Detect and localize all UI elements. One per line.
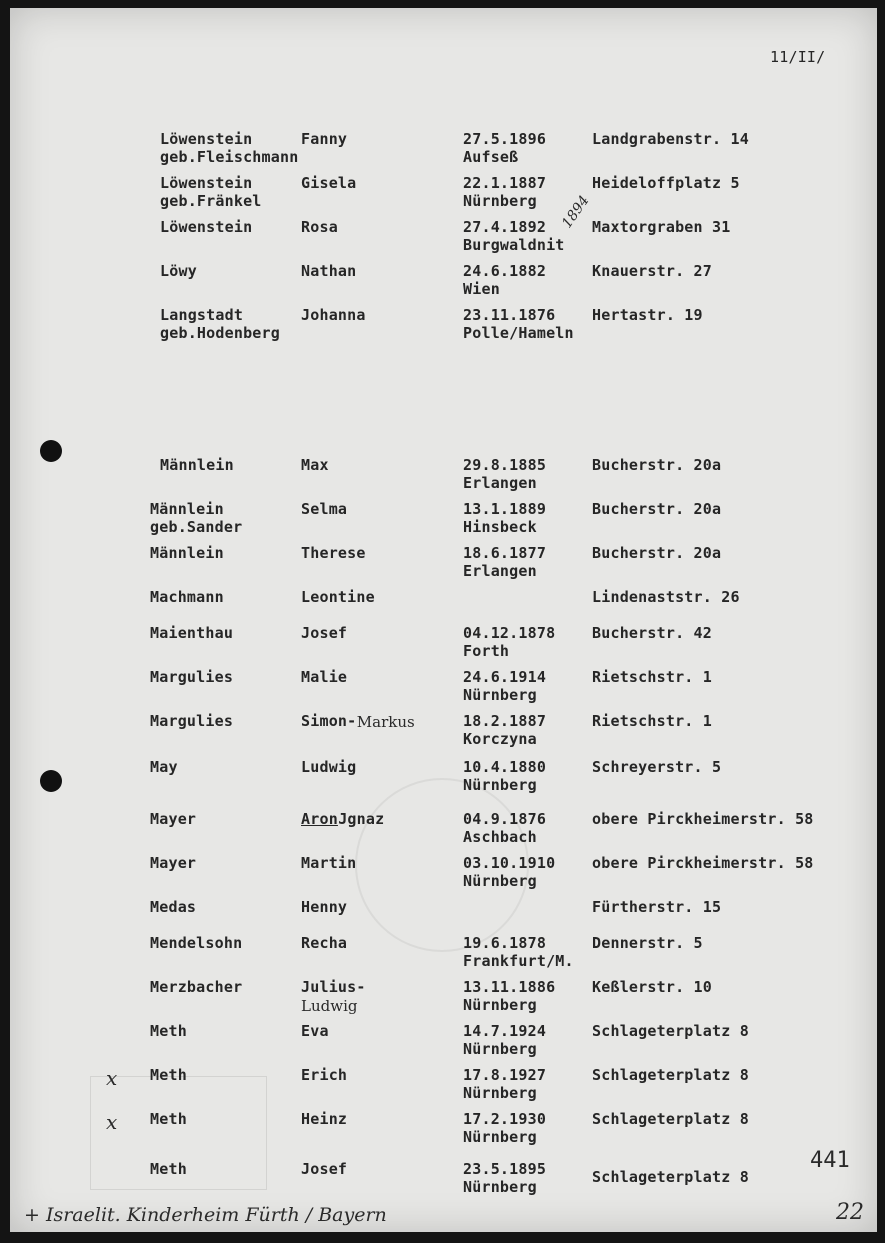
margin-number: 441: [810, 1148, 850, 1173]
given-name: Heinz: [301, 1110, 348, 1128]
surname: Langstadt: [160, 306, 244, 324]
birth-date: 24.6.1914: [463, 668, 547, 686]
address: Dennerstr. 5: [592, 934, 703, 952]
birth-place: Nürnberg: [463, 1128, 537, 1146]
birth-place: Hinsbeck: [463, 518, 537, 536]
surname: Löwenstein: [160, 218, 253, 236]
surname: Mendelsohn: [150, 934, 243, 952]
maiden-name: geb.Hodenberg: [160, 324, 280, 342]
birth-date: 17.8.1927: [463, 1066, 547, 1084]
birth-place: Burgwaldnit: [463, 236, 565, 254]
address: Maxtorgraben 31: [592, 218, 731, 236]
address: Schlageterplatz 8: [592, 1168, 749, 1186]
surname: Meth: [150, 1110, 187, 1128]
birth-date: 17.2.1930: [463, 1110, 547, 1128]
surname: Löwenstein: [160, 130, 253, 148]
birth-place: Korczyna: [463, 730, 537, 748]
given-name: Gisela: [301, 174, 357, 192]
surname: Meth: [150, 1160, 187, 1178]
surname: Medas: [150, 898, 197, 916]
address: Bucherstr. 42: [592, 624, 712, 642]
surname: Männlein: [150, 544, 224, 562]
birth-date: 19.6.1878: [463, 934, 547, 952]
given-name: Max: [301, 456, 329, 474]
address: Rietschstr. 1: [592, 668, 712, 686]
maiden-name: geb.Fränkel: [160, 192, 262, 210]
address: Bucherstr. 20a: [592, 500, 722, 518]
birth-place: Nürnberg: [463, 776, 537, 794]
birth-place: Nürnberg: [463, 996, 537, 1014]
given-name: Leontine: [301, 588, 375, 606]
surname: Merzbacher: [150, 978, 243, 996]
birth-place: Frankfurt/M.: [463, 952, 574, 970]
birth-place: Nürnberg: [463, 1178, 537, 1196]
birth-place: Nürnberg: [463, 192, 537, 210]
surname: Meth: [150, 1066, 187, 1084]
address: Schreyerstr. 5: [592, 758, 722, 776]
given-name: Simon-: [301, 712, 357, 730]
birth-date: 27.4.1892: [463, 218, 547, 236]
document-page: [10, 8, 877, 1232]
birth-place: Polle/Hameln: [463, 324, 574, 342]
birth-place: Aufseß: [463, 148, 519, 166]
birth-date: 04.9.1876: [463, 810, 547, 828]
given-name-rest: Jgnaz: [338, 810, 385, 828]
given-name-second: Ludwig: [301, 997, 358, 1015]
address: Hertastr. 19: [592, 306, 703, 324]
given-name-handwritten: Markus: [356, 713, 415, 731]
birth-place: Erlangen: [463, 474, 537, 492]
address: obere Pirckheimerstr. 58: [592, 810, 814, 828]
page-reference: 11/II/: [770, 48, 826, 66]
birth-date: 18.2.1887: [463, 712, 547, 730]
address: Knauerstr. 27: [592, 262, 712, 280]
punch-hole: [40, 440, 62, 462]
address: Schlageterplatz 8: [592, 1022, 749, 1040]
surname: Machmann: [150, 588, 224, 606]
surname: Margulies: [150, 668, 234, 686]
page-number: 22: [836, 1200, 864, 1225]
given-name: Josef: [301, 624, 348, 642]
birth-place: Nürnberg: [463, 1084, 537, 1102]
address: Landgrabenstr. 14: [592, 130, 749, 148]
surname: Meth: [150, 1022, 187, 1040]
birth-date: 10.4.1880: [463, 758, 547, 776]
footnote: + Israelit. Kinderheim Fürth / Bayern: [24, 1204, 387, 1226]
birth-place: Erlangen: [463, 562, 537, 580]
given-name: Therese: [301, 544, 366, 562]
handwritten-mark: x: [106, 1066, 118, 1090]
given-name: Martin: [301, 854, 357, 872]
handwritten-mark: x: [106, 1110, 118, 1134]
given-name: Aron: [301, 810, 338, 828]
given-name: Julius-: [301, 978, 366, 996]
birth-date: 13.1.1889: [463, 500, 547, 518]
given-name: Fanny: [301, 130, 348, 148]
surname: Maienthau: [150, 624, 234, 642]
given-name: Malie: [301, 668, 348, 686]
maiden-name: geb.Sander: [150, 518, 243, 536]
birth-place: Aschbach: [463, 828, 537, 846]
surname: Männlein: [160, 456, 234, 474]
given-name: Rosa: [301, 218, 338, 236]
birth-date: 03.10.1910: [463, 854, 556, 872]
given-name: Henny: [301, 898, 348, 916]
birth-place: Nürnberg: [463, 686, 537, 704]
address: Bucherstr. 20a: [592, 456, 722, 474]
surname: Löwenstein: [160, 174, 253, 192]
address: Heideloffplatz 5: [592, 174, 740, 192]
surname: May: [150, 758, 178, 776]
birth-place: Nürnberg: [463, 872, 537, 890]
given-name: Johanna: [301, 306, 366, 324]
birth-date: 04.12.1878: [463, 624, 556, 642]
surname: Mayer: [150, 854, 197, 872]
birth-date: 24.6.1882: [463, 262, 547, 280]
surname: Männlein: [150, 500, 224, 518]
birth-date: 22.1.1887: [463, 174, 547, 192]
address: obere Pirckheimerstr. 58: [592, 854, 814, 872]
given-name: Selma: [301, 500, 348, 518]
birth-date: 23.5.1895: [463, 1160, 547, 1178]
given-name: Recha: [301, 934, 348, 952]
given-name: Eva: [301, 1022, 329, 1040]
birth-date: 14.7.1924: [463, 1022, 547, 1040]
birth-place: Wien: [463, 280, 500, 298]
given-name: Nathan: [301, 262, 357, 280]
surname: Margulies: [150, 712, 234, 730]
address: Schlageterplatz 8: [592, 1110, 749, 1128]
birth-date: 18.6.1877: [463, 544, 547, 562]
address: Schlageterplatz 8: [592, 1066, 749, 1084]
punch-hole: [40, 770, 62, 792]
birth-date: 13.11.1886: [463, 978, 556, 996]
given-name: Ludwig: [301, 758, 357, 776]
given-name: Erich: [301, 1066, 348, 1084]
address: Lindenaststr. 26: [592, 588, 740, 606]
given-name: Josef: [301, 1160, 348, 1178]
birth-date: 27.5.1896: [463, 130, 547, 148]
birth-date: 29.8.1885: [463, 456, 547, 474]
maiden-name: geb.Fleischmann: [160, 148, 299, 166]
surname: Löwy: [160, 262, 197, 280]
address: Rietschstr. 1: [592, 712, 712, 730]
birth-date: 23.11.1876: [463, 306, 556, 324]
address: Keßlerstr. 10: [592, 978, 712, 996]
birth-place: Forth: [463, 642, 510, 660]
birth-place: Nürnberg: [463, 1040, 537, 1058]
handwritten-correction: 1894: [559, 192, 593, 232]
surname: Mayer: [150, 810, 197, 828]
address: Bucherstr. 20a: [592, 544, 722, 562]
address: Fürtherstr. 15: [592, 898, 722, 916]
